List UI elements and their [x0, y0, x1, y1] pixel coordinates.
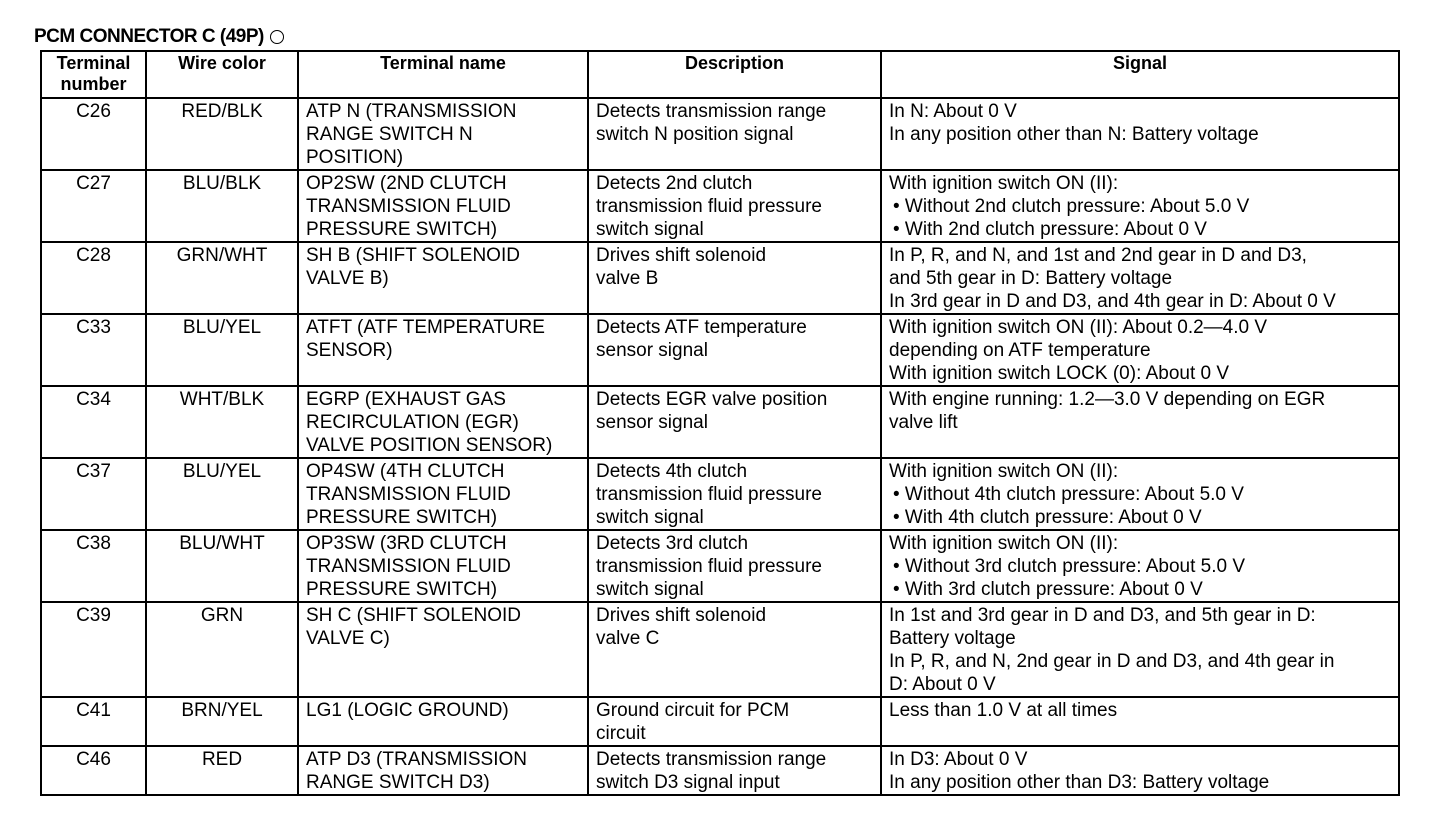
description-line: Ground circuit for PCM — [596, 700, 790, 721]
terminal-number-cell: C26 — [41, 98, 146, 170]
terminal-number-cell: C41 — [41, 697, 146, 746]
description-cell — [588, 386, 881, 458]
header-description: Description — [588, 51, 881, 98]
wire-color-cell: BLU/YEL — [146, 458, 298, 530]
terminal-number-cell: C38 — [41, 530, 146, 602]
terminal-name-line: TRANSMISSION FLUID — [306, 556, 511, 577]
signal-line: In any position other than D3: Battery voltage — [889, 772, 1270, 793]
signal-line: With ignition switch ON (II): — [889, 173, 1119, 194]
table-row — [41, 697, 1399, 746]
description-line: Detects transmission range — [596, 101, 827, 122]
terminal-number-cell: C27 — [41, 170, 146, 242]
terminal-name-cell — [298, 314, 588, 386]
signal-cell — [881, 458, 1399, 530]
table-row — [41, 530, 1399, 602]
terminal-number-cell: C39 — [41, 602, 146, 697]
header-terminal-number — [41, 51, 146, 98]
signal-line: In 3rd gear in D and D3, and 4th gear in D: About 0 V — [889, 291, 1336, 312]
page-title-text: PCM CONNECTOR C (49P) — [34, 26, 264, 47]
signal-line: Less than 1.0 V at all times — [889, 700, 1118, 721]
description-cell — [588, 530, 881, 602]
header-wire-color: Wire color — [146, 51, 298, 98]
description-line: switch D3 signal input — [596, 772, 780, 793]
terminal-number-cell: C46 — [41, 746, 146, 795]
terminal-name-line: OP3SW (3RD CLUTCH — [306, 533, 507, 554]
signal-line: D: About 0 V — [889, 674, 996, 695]
terminal-name-cell — [298, 458, 588, 530]
description-line: circuit — [596, 723, 646, 744]
page-title — [34, 26, 284, 48]
description-cell — [588, 314, 881, 386]
terminal-name-line: VALVE C) — [306, 628, 390, 649]
signal-line: • Without 3rd clutch pressure: About 5.0 V — [893, 556, 1246, 577]
wire-color-cell: BLU/BLK — [146, 170, 298, 242]
wire-color-cell: RED/BLK — [146, 98, 298, 170]
header-terminal-name: Terminal name — [298, 51, 588, 98]
table-header-row — [41, 51, 1399, 98]
table-row — [41, 458, 1399, 530]
description-cell — [588, 98, 881, 170]
table-body — [41, 98, 1399, 795]
terminal-name-line: SENSOR) — [306, 340, 393, 361]
description-line: switch signal — [596, 507, 704, 528]
terminal-name-line: SH B (SHIFT SOLENOID — [306, 245, 520, 266]
description-line: sensor signal — [596, 340, 708, 361]
terminal-name-line: TRANSMISSION FLUID — [306, 196, 511, 217]
description-cell — [588, 242, 881, 314]
terminal-number-cell: C33 — [41, 314, 146, 386]
signal-line: • Without 2nd clutch pressure: About 5.0 V — [893, 196, 1250, 217]
terminal-name-line: ATFT (ATF TEMPERATURE — [306, 317, 545, 338]
signal-line: In D3: About 0 V — [889, 749, 1028, 770]
header-terminal-line1: Terminal — [56, 53, 131, 73]
description-cell — [588, 697, 881, 746]
table-row — [41, 386, 1399, 458]
wire-color-cell: WHT/BLK — [146, 386, 298, 458]
signal-cell — [881, 602, 1399, 697]
terminal-name-cell — [298, 98, 588, 170]
description-line: Detects 2nd clutch — [596, 173, 753, 194]
description-cell — [588, 170, 881, 242]
signal-cell — [881, 386, 1399, 458]
terminal-number-cell: C28 — [41, 242, 146, 314]
pcm-connector-table — [40, 50, 1400, 796]
signal-line: • With 2nd clutch pressure: About 0 V — [893, 219, 1207, 240]
description-line: switch signal — [596, 219, 704, 240]
terminal-name-cell — [298, 602, 588, 697]
signal-line: Battery voltage — [889, 628, 1016, 649]
description-line: valve B — [596, 268, 659, 289]
terminal-name-line: RANGE SWITCH N — [306, 124, 473, 145]
terminal-name-line: OP2SW (2ND CLUTCH — [306, 173, 507, 194]
description-line: transmission fluid pressure — [596, 196, 822, 217]
signal-line: With ignition switch ON (II): About 0.2—4.0 V — [889, 317, 1268, 338]
signal-line: depending on ATF temperature — [889, 340, 1151, 361]
wire-color-cell: BRN/YEL — [146, 697, 298, 746]
terminal-name-line: OP4SW (4TH CLUTCH — [306, 461, 505, 482]
signal-line: With ignition switch ON (II): — [889, 533, 1119, 554]
terminal-name-cell — [298, 697, 588, 746]
signal-line: In N: About 0 V — [889, 101, 1017, 122]
terminal-name-line: RECIRCULATION (EGR) — [306, 412, 519, 433]
terminal-name-line: POSITION) — [306, 147, 404, 168]
terminal-name-line: RANGE SWITCH D3) — [306, 772, 490, 793]
terminal-name-line: PRESSURE SWITCH) — [306, 507, 498, 528]
signal-line: In 1st and 3rd gear in D and D3, and 5th gear in D: — [889, 605, 1316, 626]
description-line: transmission fluid pressure — [596, 484, 822, 505]
signal-line: and 5th gear in D: Battery voltage — [889, 268, 1173, 289]
table-row — [41, 170, 1399, 242]
wire-color-cell: GRN — [146, 602, 298, 697]
terminal-name-line: LG1 (LOGIC GROUND) — [306, 700, 509, 721]
wire-color-cell: BLU/YEL — [146, 314, 298, 386]
wire-color-cell: RED — [146, 746, 298, 795]
description-line: sensor signal — [596, 412, 708, 433]
table-row — [41, 314, 1399, 386]
table-row — [41, 602, 1399, 697]
terminal-name-line: PRESSURE SWITCH) — [306, 579, 498, 600]
description-line: Detects transmission range — [596, 749, 827, 770]
signal-cell — [881, 746, 1399, 795]
connector-circle-icon — [270, 30, 284, 44]
description-line: Drives shift solenoid — [596, 605, 767, 626]
terminal-number-cell: C34 — [41, 386, 146, 458]
description-line: Detects ATF temperature — [596, 317, 807, 338]
table-row — [41, 242, 1399, 314]
terminal-name-line: EGRP (EXHAUST GAS — [306, 389, 506, 410]
terminal-name-cell — [298, 386, 588, 458]
wire-color-cell: GRN/WHT — [146, 242, 298, 314]
signal-cell — [881, 530, 1399, 602]
description-cell — [588, 746, 881, 795]
table-row — [41, 746, 1399, 795]
signal-line: In any position other than N: Battery voltage — [889, 124, 1259, 145]
header-terminal-line2: number — [60, 74, 127, 94]
signal-line: • Without 4th clutch pressure: About 5.0 V — [893, 484, 1244, 505]
description-line: switch signal — [596, 579, 704, 600]
terminal-name-cell — [298, 530, 588, 602]
signal-line: With engine running: 1.2—3.0 V depending on EGR — [889, 389, 1326, 410]
description-line: Detects 4th clutch — [596, 461, 748, 482]
terminal-name-line: SH C (SHIFT SOLENOID — [306, 605, 522, 626]
description-cell — [588, 458, 881, 530]
signal-line: In P, R, and N, and 1st and 2nd gear in D and D3, — [889, 245, 1307, 266]
signal-line: In P, R, and N, 2nd gear in D and D3, and 4th gear in — [889, 651, 1335, 672]
signal-cell — [881, 314, 1399, 386]
description-line: valve C — [596, 628, 660, 649]
signal-line: With ignition switch LOCK (0): About 0 V — [889, 363, 1230, 384]
signal-line: • With 4th clutch pressure: About 0 V — [893, 507, 1202, 528]
terminal-name-line: VALVE POSITION SENSOR) — [306, 435, 553, 456]
description-cell — [588, 602, 881, 697]
signal-cell — [881, 170, 1399, 242]
table-row — [41, 98, 1399, 170]
header-signal: Signal — [881, 51, 1399, 98]
terminal-number-cell: C37 — [41, 458, 146, 530]
signal-cell — [881, 98, 1399, 170]
terminal-name-line: PRESSURE SWITCH) — [306, 219, 498, 240]
description-line: transmission fluid pressure — [596, 556, 822, 577]
terminal-name-line: VALVE B) — [306, 268, 389, 289]
terminal-name-line: TRANSMISSION FLUID — [306, 484, 511, 505]
description-line: Detects 3rd clutch — [596, 533, 749, 554]
description-line: Drives shift solenoid — [596, 245, 767, 266]
signal-line: • With 3rd clutch pressure: About 0 V — [893, 579, 1203, 600]
description-line: switch N position signal — [596, 124, 794, 145]
signal-cell — [881, 697, 1399, 746]
wire-color-cell: BLU/WHT — [146, 530, 298, 602]
terminal-name-cell — [298, 242, 588, 314]
signal-line: With ignition switch ON (II): — [889, 461, 1119, 482]
terminal-name-cell — [298, 746, 588, 795]
signal-cell — [881, 242, 1399, 314]
description-line: Detects EGR valve position — [596, 389, 828, 410]
terminal-name-line: ATP N (TRANSMISSION — [306, 101, 517, 122]
terminal-name-cell — [298, 170, 588, 242]
terminal-name-line: ATP D3 (TRANSMISSION — [306, 749, 527, 770]
signal-line: valve lift — [889, 412, 958, 433]
